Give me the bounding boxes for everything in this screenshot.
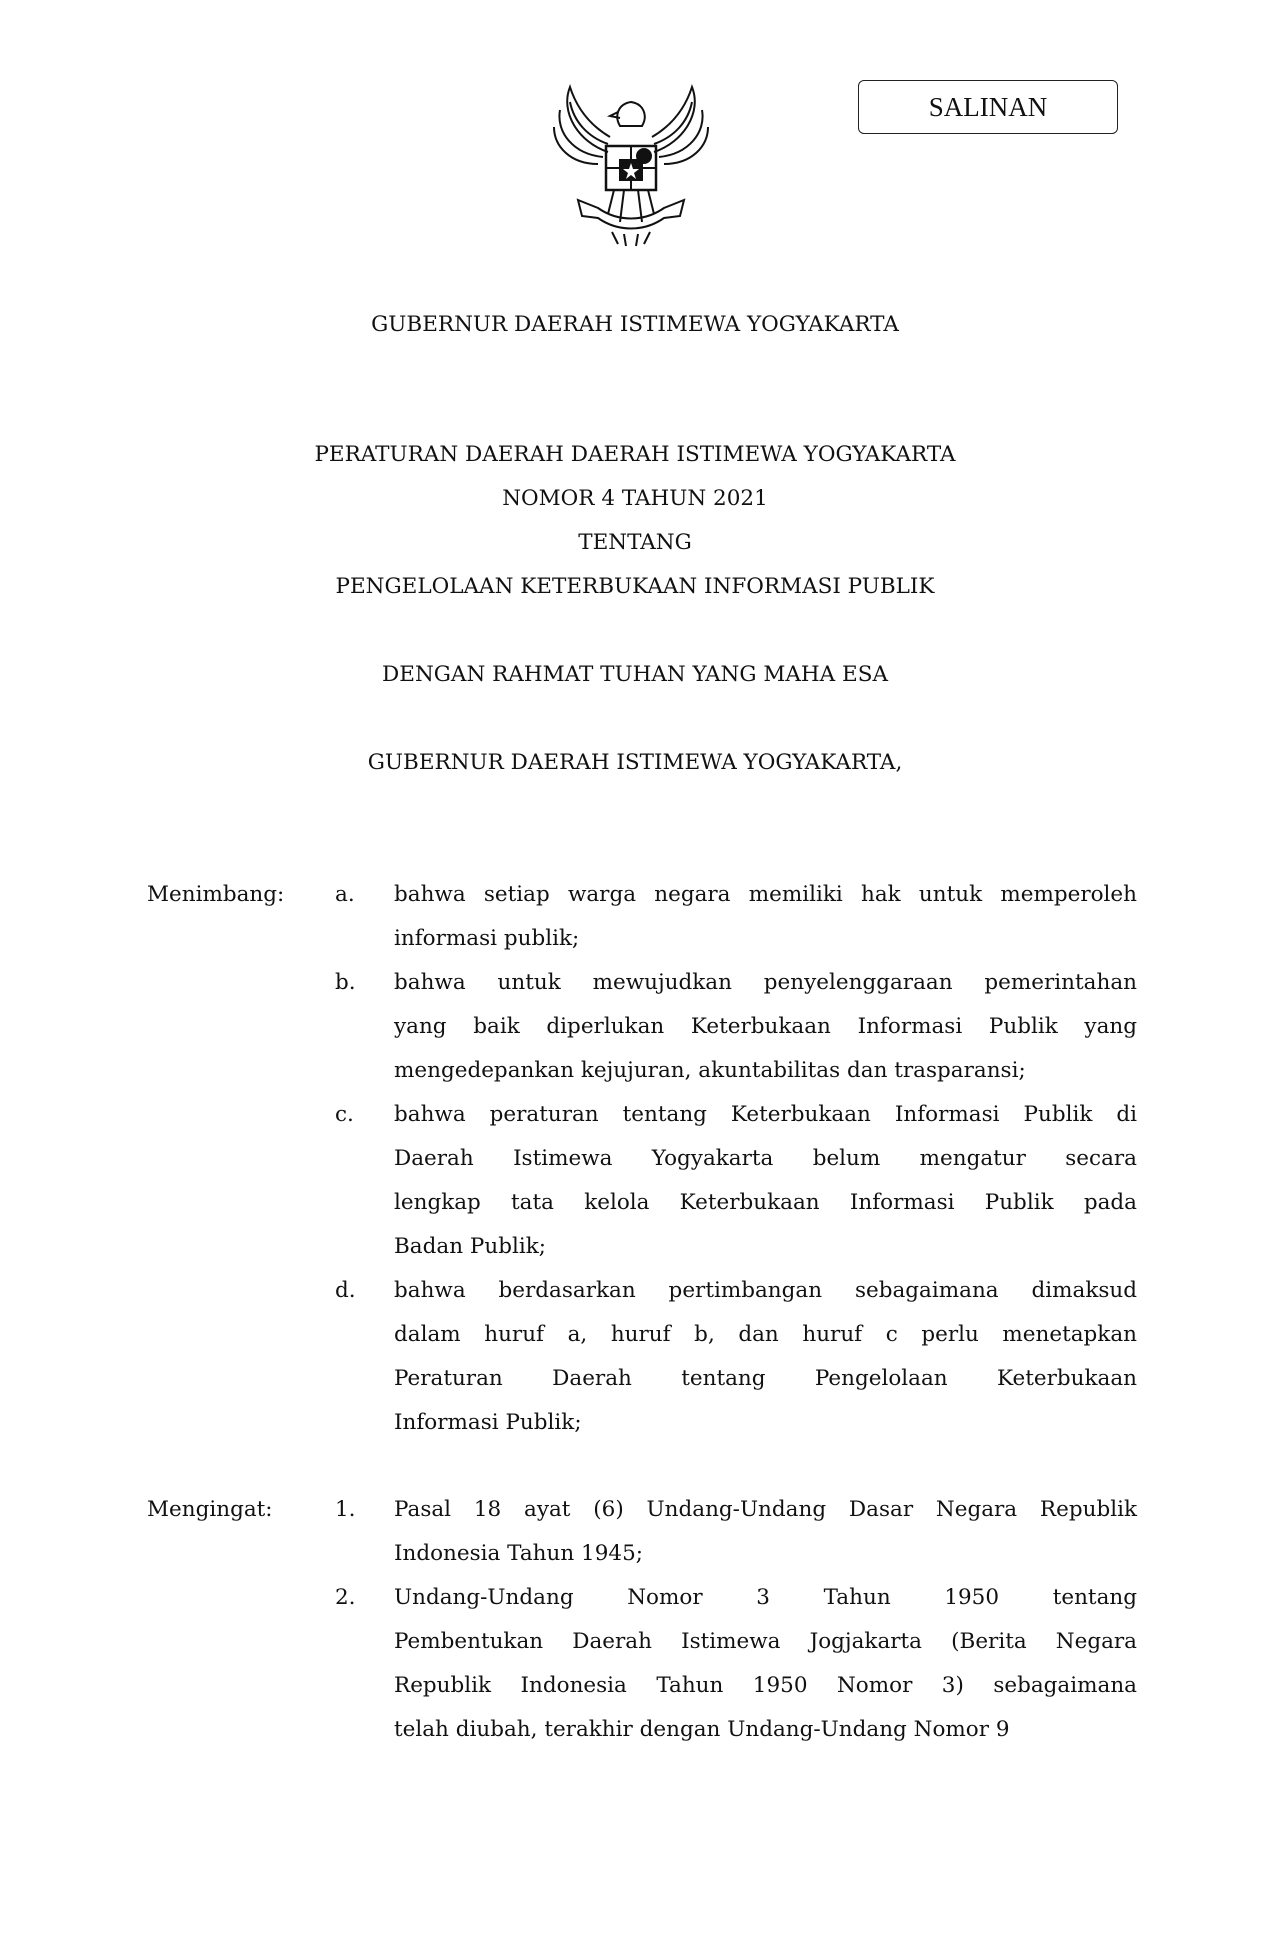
title-line-1: PERATURAN DAERAH DAERAH ISTIMEWA YOGYAKARTA (314, 442, 956, 467)
list-item-line: Undang-Undang Nomor 3 Tahun 1950 tentang (394, 1585, 1137, 1610)
list-marker: b. (335, 970, 356, 995)
list-item-line: mengedepankan kejujuran, akuntabilitas dan trasparansi; (394, 1058, 1026, 1083)
list-marker: a. (335, 882, 355, 907)
title-line-3: TENTANG (578, 530, 692, 555)
invocation: DENGAN RAHMAT TUHAN YANG MAHA ESA (382, 662, 888, 687)
salinan-stamp: SALINAN (858, 80, 1118, 134)
garuda-pancasila-emblem (548, 82, 714, 248)
list-item-line: telah diubah, terakhir dengan Undang-Undang Nomor 9 (394, 1717, 1010, 1742)
title-line-4: PENGELOLAAN KETERBUKAAN INFORMASI PUBLIK (335, 574, 935, 599)
issuer-preamble: GUBERNUR DAERAH ISTIMEWA YOGYAKARTA, (367, 750, 903, 775)
list-item-line: lengkap tata kelola Keterbukaan Informasi Publik pada (394, 1190, 1137, 1215)
list-item-line: Informasi Publik; (394, 1410, 582, 1435)
list-marker: 2. (335, 1585, 356, 1610)
list-item-line: bahwa untuk mewujudkan penyelenggaraan pemerintahan (394, 970, 1137, 995)
list-item-line: Pembentukan Daerah Istimewa Jogjakarta (Berita Negara (394, 1629, 1137, 1654)
list-item-line: Pasal 18 ayat (6) Undang-Undang Dasar Negara Republik (394, 1497, 1137, 1522)
list-item-line: dalam huruf a, huruf b, dan huruf c perlu menetapkan (394, 1322, 1137, 1347)
title-line-2: NOMOR 4 TAHUN 2021 (502, 486, 768, 511)
list-marker: 1. (335, 1497, 356, 1522)
list-marker: d. (335, 1278, 356, 1303)
menimbang-label: Menimbang: (147, 882, 285, 907)
list-item-line: Peraturan Daerah tentang Pengelolaan Keterbukaan (394, 1366, 1137, 1391)
mengingat-label: Mengingat: (147, 1497, 273, 1522)
list-item-line: Badan Publik; (394, 1234, 546, 1259)
list-item-line: Indonesia Tahun 1945; (394, 1541, 644, 1566)
list-item-line: bahwa peraturan tentang Keterbukaan Informasi Publik di (394, 1102, 1137, 1127)
list-item-line: bahwa setiap warga negara memiliki hak untuk memperoleh (394, 882, 1137, 907)
list-item-line: yang baik diperlukan Keterbukaan Informasi Publik yang (394, 1014, 1137, 1039)
list-item-line: Republik Indonesia Tahun 1950 Nomor 3) sebagaimana (394, 1673, 1137, 1698)
list-item-line: Daerah Istimewa Yogyakarta belum mengatur secara (394, 1146, 1137, 1171)
list-item-line: informasi publik; (394, 926, 580, 951)
list-item-line: bahwa berdasarkan pertimbangan sebagaimana dimaksud (394, 1278, 1137, 1303)
list-marker: c. (335, 1102, 354, 1127)
issuer-heading: GUBERNUR DAERAH ISTIMEWA YOGYAKARTA (371, 312, 899, 337)
